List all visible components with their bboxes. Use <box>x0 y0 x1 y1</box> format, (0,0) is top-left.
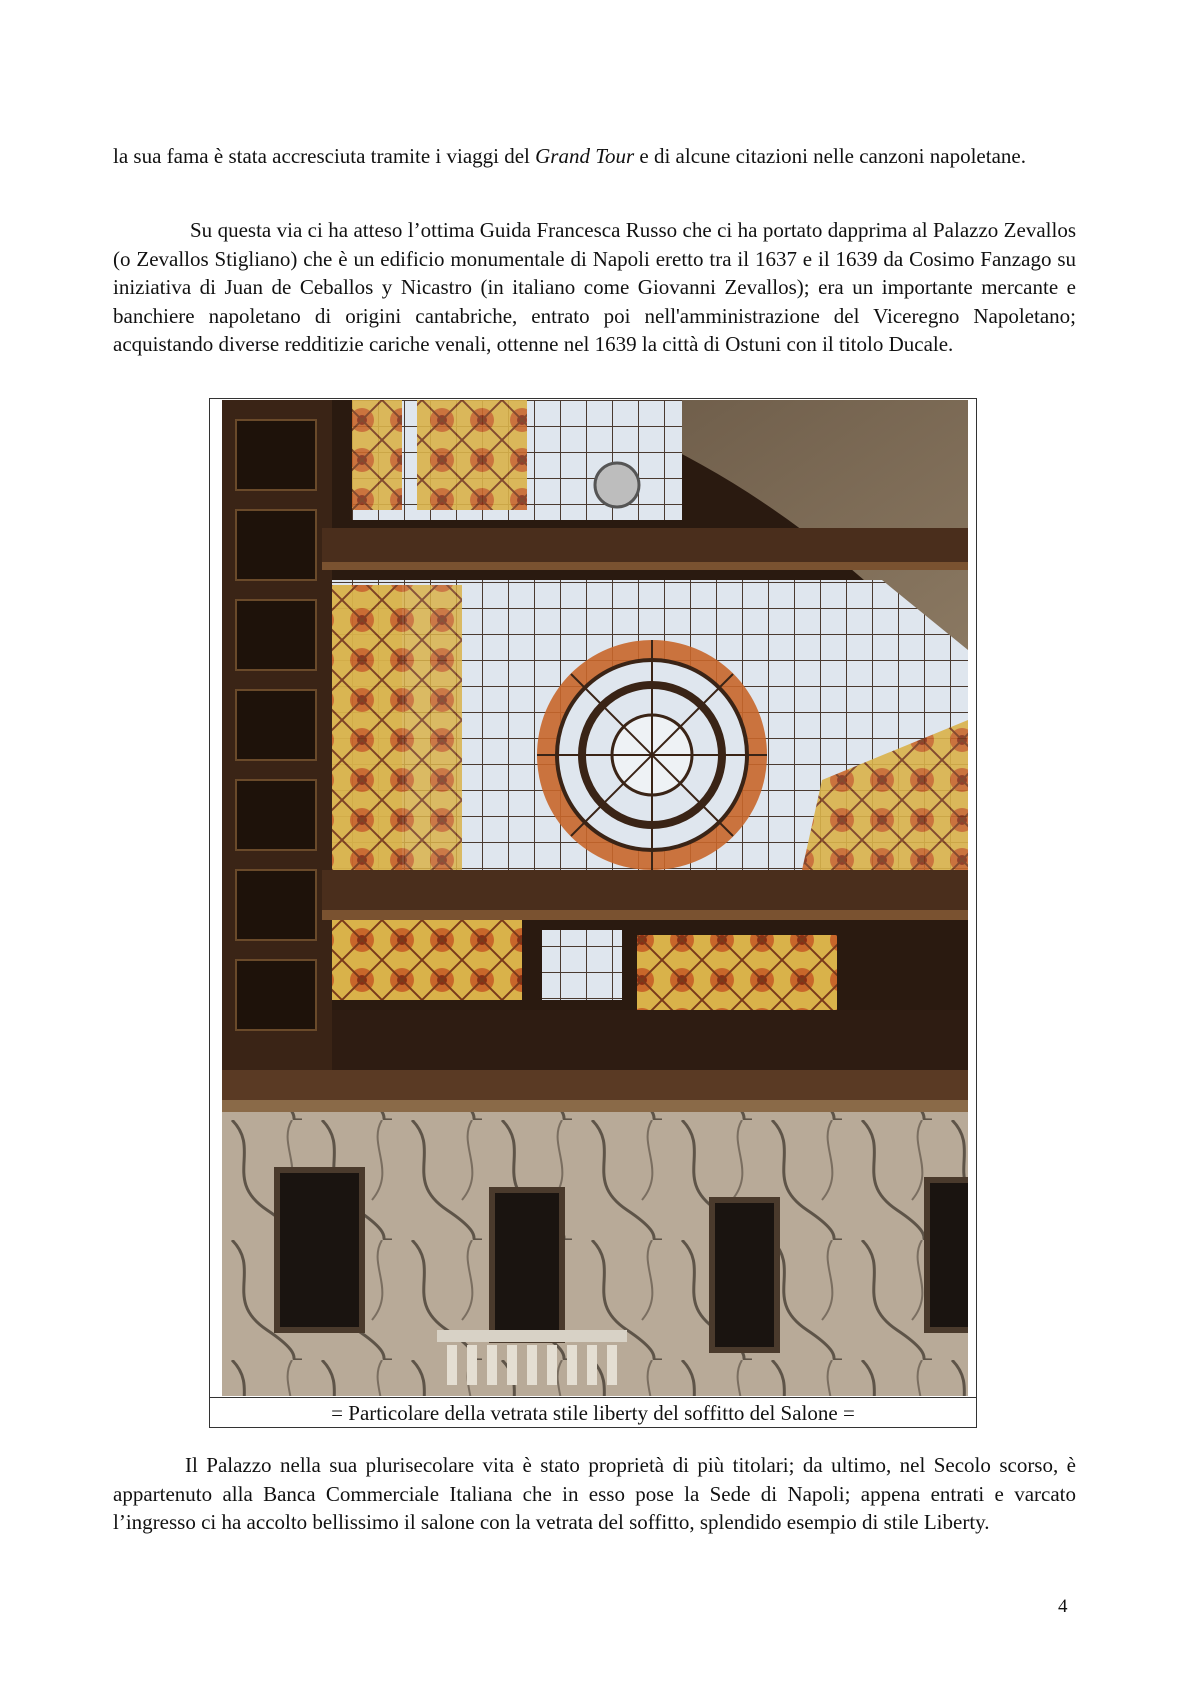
paragraph-1 <box>113 142 1076 171</box>
paragraph-2 <box>113 216 1076 359</box>
page-number: 4 <box>1058 1596 1068 1617</box>
paragraph-3 <box>113 1451 1076 1537</box>
paragraph-3-text: Il Palazzo nella sua plurisecolare vita è stato proprietà di più titolari; da ultimo, nel Secolo scorso, è appartenuto alla Banca Commerciale Italiana che in esso pose la Sede di Napoli; appena entrati e varcato l’ingresso ci ha accolto bellissimo il salone con la vetrata del soffitto, splendido esempio di stile Liberty. <box>113 1453 1076 1534</box>
ceiling-photo <box>222 400 968 1396</box>
paragraph-1-text-end: e di alcune citazioni nelle canzoni napoletane. <box>634 144 1026 168</box>
paragraph-1-text-start: la sua fama è stata accresciuta tramite i viaggi del <box>113 144 536 168</box>
grand-tour-italic: Grand Tour <box>535 144 635 168</box>
figure-caption: = Particolare della vetrata stile liberty del soffitto del Salone = <box>210 1397 976 1427</box>
paragraph-2-text: Su questa via ci ha atteso l’ottima Guida Francesca Russo che ci ha portato dapprima al Palazzo Zevallos (o Zevallos Stigliano) che è un edificio monumentale di Napoli eretto tra il 1637 e il 1639 da Cosimo Fanzago su iniziativa di Juan de Ceballos y Nicastro (in italiano come Giovanni Zevallos); era un importante mercante e banchiere napoletano di origini cantabriche, entrato poi nell'amministrazione del Viceregno Napoletano; acquistando diverse redditizie cariche venali, ottenne nel 1639 la città di Ostuni con il titolo Ducale. <box>113 218 1076 356</box>
figure-box <box>209 398 977 1428</box>
